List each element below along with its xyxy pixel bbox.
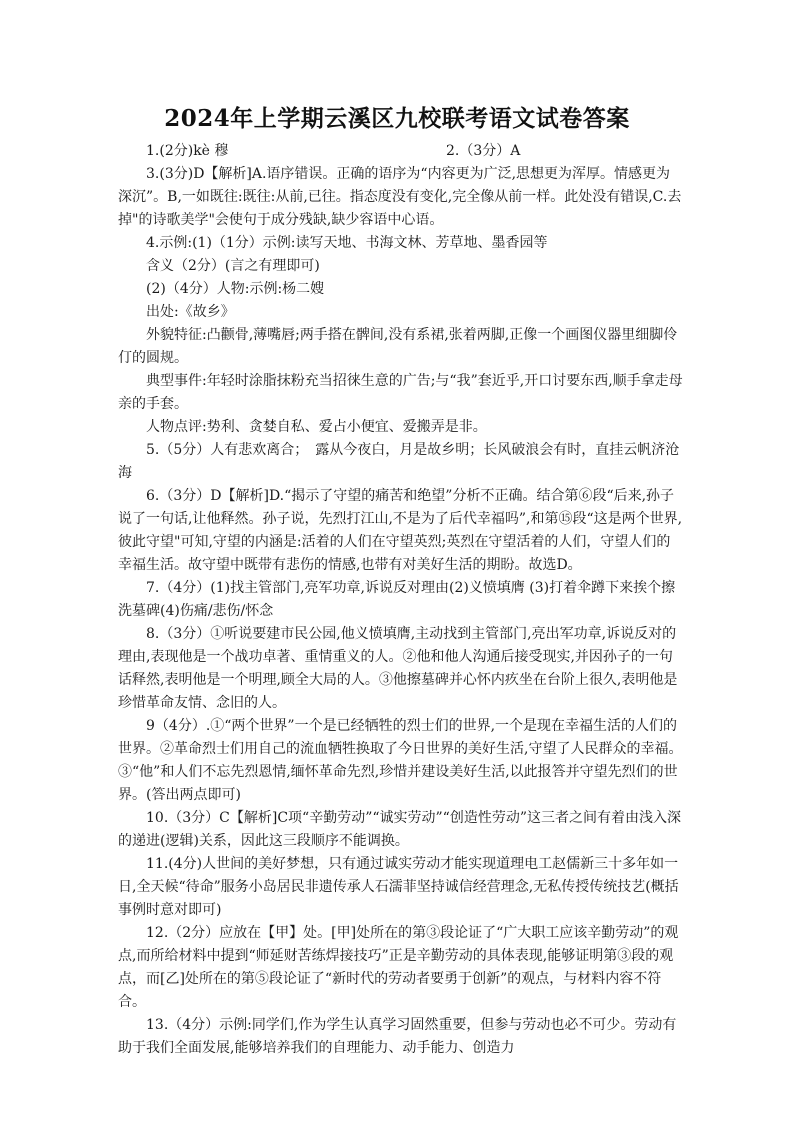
answer-paragraphs bbox=[118, 163, 684, 1060]
answer-body bbox=[118, 140, 684, 1060]
answer-paragraph: 8.（3分）①听说要建市民公园,他义愤填膺,主动找到主管部门,亮出军功章,诉说反对的理由,表现他是一个战功卓著、重情重义的人。②他和他人沟通后接受现实,并因孙子的一句话释然,表明他是一个明理,顾全大局的人。③他擦墓碑并心怀内疚坐在台阶上很久,表明他是珍惜革命友情、念旧的人。 bbox=[118, 626, 678, 711]
answer-paragraph: 11.(4分)人世间的美好梦想，只有通过诚实劳动才能实现道理电工赵儒新三十多年如一日,全天候“待命”服务小岛居民非遗传承人石濡菲坚持诚信经营理念,无私传授传统技艺(概括事例时意对即可) bbox=[118, 856, 679, 918]
answer-paragraph: 人物点评:势利、贪婪自私、爱占小便宜、爱搬弄是非。 bbox=[146, 419, 487, 435]
answer-paragraph: 13.（4分）示例:同学们,作为学生认真学习固然重要，但参与劳动也必不可少。劳动有助于我们全面发展,能够培养我们的自理能力、动手能力、创造力 bbox=[118, 1017, 677, 1056]
answer-paragraph: 10.（3分）C【解析]C项“辛勤劳动”“诚实劳动”“创造性劳动”这三者之间有着由浅入深的递进(逻辑)关系，因此这三段顺序不能调换。 bbox=[118, 810, 681, 849]
answer-paragraph: 3.(3分)D【解析]A.语序错误。正确的语序为“内容更为广泛,思想更为浑厚。情感更为深沉”。B,一如既往:既往:从前,已往。指态度没有变化,完全像从前一样。此处没有错误,C.去掉"的诗歌美学"会使句于成分残缺,缺少容语中心语。 bbox=[118, 166, 682, 228]
answer-paragraph: 含义（2分）(言之有理即可) bbox=[146, 258, 320, 274]
answer-paragraph: 4.示例:(1)（1分）示例:读写天地、书海文林、芳草地、墨香园等 bbox=[146, 235, 548, 251]
answer-paragraph: 12.（2分）应放在【甲】处。[甲]处所在的第③段论证了“广大职工应该辛勤劳动”的观点,而所给材料中提到“师延财苦练焊接技巧”正是辛勤劳动的具体表现,能够证明第③段的观点，而[乙]处所在的第⑤段论证了“新时代的劳动者要勇于创新”的观点，与材料内容不符合。 bbox=[118, 925, 679, 1010]
answer-paragraph: 外貌特征:凸颧骨,薄嘴唇;两手搭在髀间,没有系裙,张着两脚,正像一个画图仪器里细脚伶仃的圆规。 bbox=[118, 327, 678, 366]
answer-paragraph: 7.（4分）(1)找主管部门,亮军功章,诉说反对理由(2)义愤填膺 (3)打着伞蹲下来挨个擦洗墓碑(4)伤痛/悲伤/怀念 bbox=[118, 580, 676, 619]
answer-paragraph: 9（4分）.①“两个世界”一个是已经牺牲的烈士们的世界,一个是现在幸福生活的人们的世界。②革命烈士们用自己的流血牺牲换取了今日世界的美好生活,守望了人民群众的幸福。③“他”和人们不忘先烈恩情,缅怀革命先烈,珍惜并建设美好生活,以此报答并守望先烈们的世界。(答出两点即可) bbox=[118, 718, 683, 803]
answer-paragraph: (2)（4分）人物:示例:杨二嫂 bbox=[146, 281, 325, 297]
document-title: 2024年上学期云溪区九校联考语文试卷答案 bbox=[164, 105, 630, 132]
answer-paragraph: 6.（3分）D【解析]D.“揭示了守望的痛苦和绝望”分析不正确。结合第⑥段“后来,孙子说了一句话,让他释然。孙子说，先烈打江山,不是为了后代幸福吗”,和第⑮段“这是两个世界,彼此守望"可知,守望的内涵是:活着的人们在守望英烈;英烈在守望活着的人们，守望人们的幸福生活。故守望中既带有悲伤的情感,也带有对美好生活的期盼。故选D。 bbox=[118, 488, 683, 573]
answer-paragraph: 5.（5分）人有悲欢离合； 露从今夜白，月是故乡明；长风破浪会有时，直挂云帆济沧海 bbox=[118, 442, 680, 481]
answer-q2: 2.（3分）A bbox=[446, 143, 521, 159]
answer-paragraph: 出处:《故乡》 bbox=[146, 304, 235, 320]
answer-q1: 1.(2分)kè 穆 bbox=[146, 143, 229, 159]
answers-row-1-2 bbox=[118, 140, 684, 163]
answer-paragraph: 典型事件:年轻时涂脂抹粉充当招徕生意的广告;与“我”套近乎,开口讨要东西,顺手拿走母亲的手套。 bbox=[118, 373, 683, 412]
